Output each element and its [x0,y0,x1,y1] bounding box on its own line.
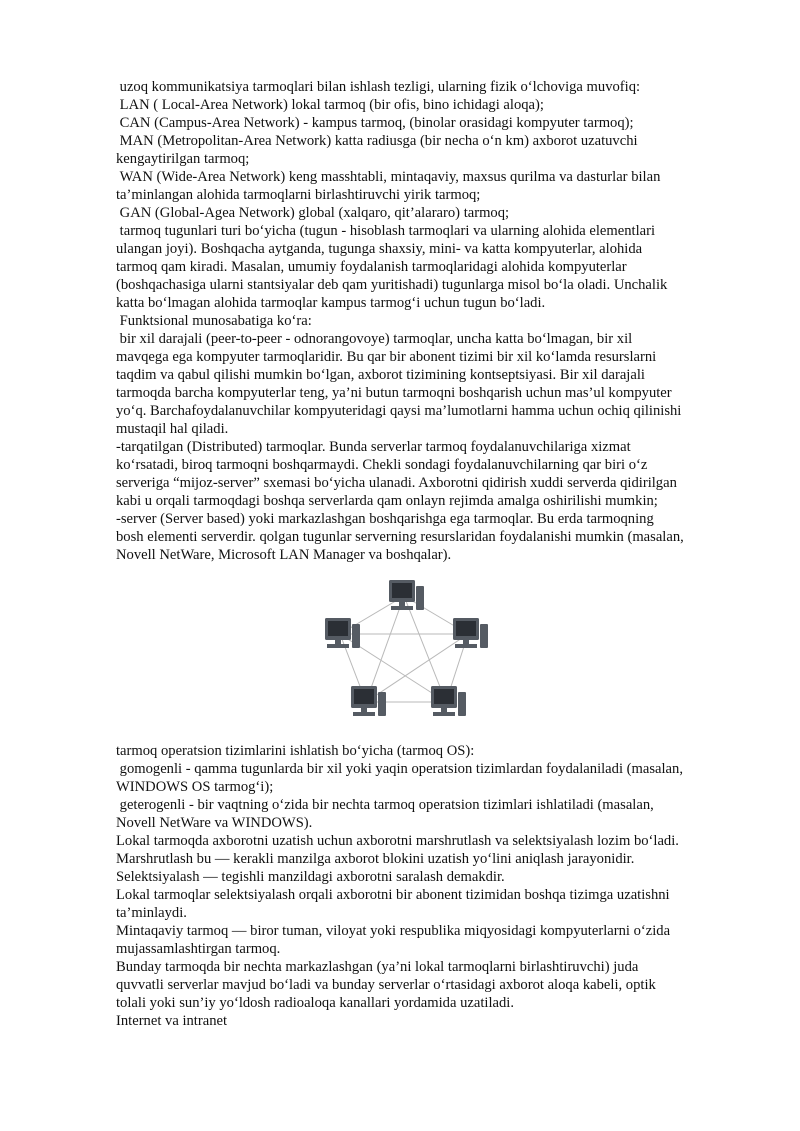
text-line: LAN ( Local-Area Network) lokal tarmoq (bir ofis, bino ichidagi aloqa); [116,97,544,113]
desktop-computer-icon [453,618,488,648]
text-line: ulangan joyi). Boshqacha aytganda, tugunga shaxsiy, mini- va katta kompyuterlar, alohida [116,241,643,257]
text-line: serveriga “mijoz-server” sxemasi bo‘yicha ulanadi. Axborotni qidirish xuddi serverda qidirilgan [116,475,677,491]
text-line: ko‘rsatadi, biroq tarmoqni boshqarmaydi. Chekli sondagi foydalanuvchilarning qar biri o‘z [116,457,648,473]
text-line: bir xil darajali (peer-to-peer - odnorangovoye) tarmoqlar, uncha katta bo‘lmagan, bir xil [116,331,633,347]
text-line: Novell NetWare, Microsoft LAN Manager va boshqalar). [116,547,452,563]
desktop-computer-icon [351,686,386,716]
text-line: MAN (Metropolitan-Area Network) katta radiusga (bir necha o‘n km) axborot uzatuvchi [116,133,638,149]
text-line: ta’minlangan alohida tarmoqlarni birlashtiruvchi yirik tarmoq; [116,187,481,203]
text-line: tarmoq qam kiradi. Masalan, umumiy foydalanish tarmoqlaridagi alohida kompyuterlar [116,259,627,275]
text-line: Lokal tarmoqlar selektsiyalash orqali axborotni bir abonent tizimidan boshqa tizimga uzatishni [116,887,670,903]
text-line: WAN (Wide-Area Network) keng masshtabli, mintaqaviy, maxsus qurilma va dasturlar bilan [116,169,661,185]
text-block-bottom [116,742,756,1030]
text-line: tarmoq operatsion tizimlarini ishlatish bo‘yicha (tarmoq OS): [116,743,475,759]
text-line: (boshqachasiga ularni stantsiyalar deb qam yuritishadi) tugunlarga misol bo‘la oladi. Unchalik [116,277,668,293]
text-line: mustaqil hal qiladi. [116,421,229,437]
desktop-computer-icon [389,580,424,610]
text-line: Novell NetWare va WINDOWS). [116,815,313,831]
text-line: tarmoq tugunlari turi bo‘yicha (tugun - hisoblash tarmoqlari va ularning alohida elementlari [116,223,656,239]
text-line: tolali yoki sun’iy yo‘ldosh radioaloqa kanallari yordamida uzatiladi. [116,995,514,1011]
text-line: Bunday tarmoqda bir nechta markazlashgan (ya’ni lokal tarmoqlarni birlashtiruvchi) juda [116,959,639,975]
text-line: mavqega ega kompyuter tarmoqlaridir. Bu qar bir abonent tizimi bir xil ko‘lamda resurslarni [116,349,657,365]
text-line: gomogenli - qamma tugunlarda bir xil yoki yaqin operatsion tizimlardan foydalaniladi (masalan, [116,761,683,777]
text-line: kabi u orqali tarmoqdagi boshqa serverlarda qam onlayn rejimda amalga oshirilishi mumkin; [116,493,658,509]
text-line: GAN (Global-Agea Network) global (xalqaro, qit’alararo) tarmoq; [116,205,510,221]
text-line: katta bo‘lmagan alohida tarmoqlar kampus tarmog‘i uchun tugun bo‘ladi. [116,295,546,311]
desktop-computer-icon [431,686,466,716]
text-line: Internet va intranet [116,1013,228,1029]
text-line: -server (Server based) yoki markazlashgan boshqarishga ega tarmoqlar. Bu erda tarmoqning [116,511,654,527]
text-line: ta’minlaydi. [116,905,187,921]
text-line: bosh elementi serverdir. qolgan tugunlar serverning resurslaridan foydalanishi mumkin (masalan, [116,529,684,545]
text-line: taqdim va qabul qilishi mumkin bo‘lgan, axborot tizimining kontseptsiyasi. Bir xil darajali [116,367,645,383]
text-line: kengaytirilgan tarmoq; [116,151,250,167]
text-line: quvvatli serverlar mavjud bo‘ladi va bunday serverlar o‘rtasidagi axborot aloqa kabeli, optik [116,977,656,993]
text-line: Marshrutlash bu — kerakli manzilga axborot blokini uzatish yo‘lini aniqlash jarayonidir. [116,851,635,867]
text-line: Lokal tarmoqda axborotni uzatish uchun axborotni marshrutlash va selektsiyalash lozim bo‘ladi. [116,833,679,849]
text-line: Funktsional munosabatiga ko‘ra: [116,313,312,329]
desktop-computer-icon [325,618,360,648]
text-line: Selektsiyalash — tegishli manzildagi axborotni saralash demakdir. [116,869,505,885]
text-line: Mintaqaviy tarmoq — biror tuman, viloyat yoki respublika miqyosidagi kompyuterlarni o‘zida [116,923,671,939]
network-mesh-figure [316,578,496,726]
text-line: yo‘q. Barchafoydalanuvchilar kompyuteridagi qaysi ma’lumotlarni hamma uchun ochiq qilinishi [116,403,682,419]
network-mesh-diagram [316,578,496,726]
text-line: -tarqatilgan (Distributed) tarmoqlar. Bunda serverlar tarmoq foydalanuvchilariga xizmat [116,439,631,455]
text-line: uzoq kommunikatsiya tarmoqlari bilan ishlash tezligi, ularning fizik o‘lchoviga muvofiq: [116,79,641,95]
text-line: tarmoqda barcha kompyuterlar teng, ya’ni butun tarmoqni boshqarish uchun mas’ul kompyuter [116,385,672,401]
text-block-top [116,78,756,564]
text-line: WINDOWS OS tarmog‘i); [116,779,274,795]
text-line: geterogenli - bir vaqtning o‘zida bir nechta tarmoq operatsion tizimlari ishlatiladi (masalan, [116,797,654,813]
text-line: mujassamlashtirgan tarmoq. [116,941,281,957]
text-line: CAN (Campus-Area Network) - kampus tarmoq, (binolar orasidagi kompyuter tarmoq); [116,115,634,131]
